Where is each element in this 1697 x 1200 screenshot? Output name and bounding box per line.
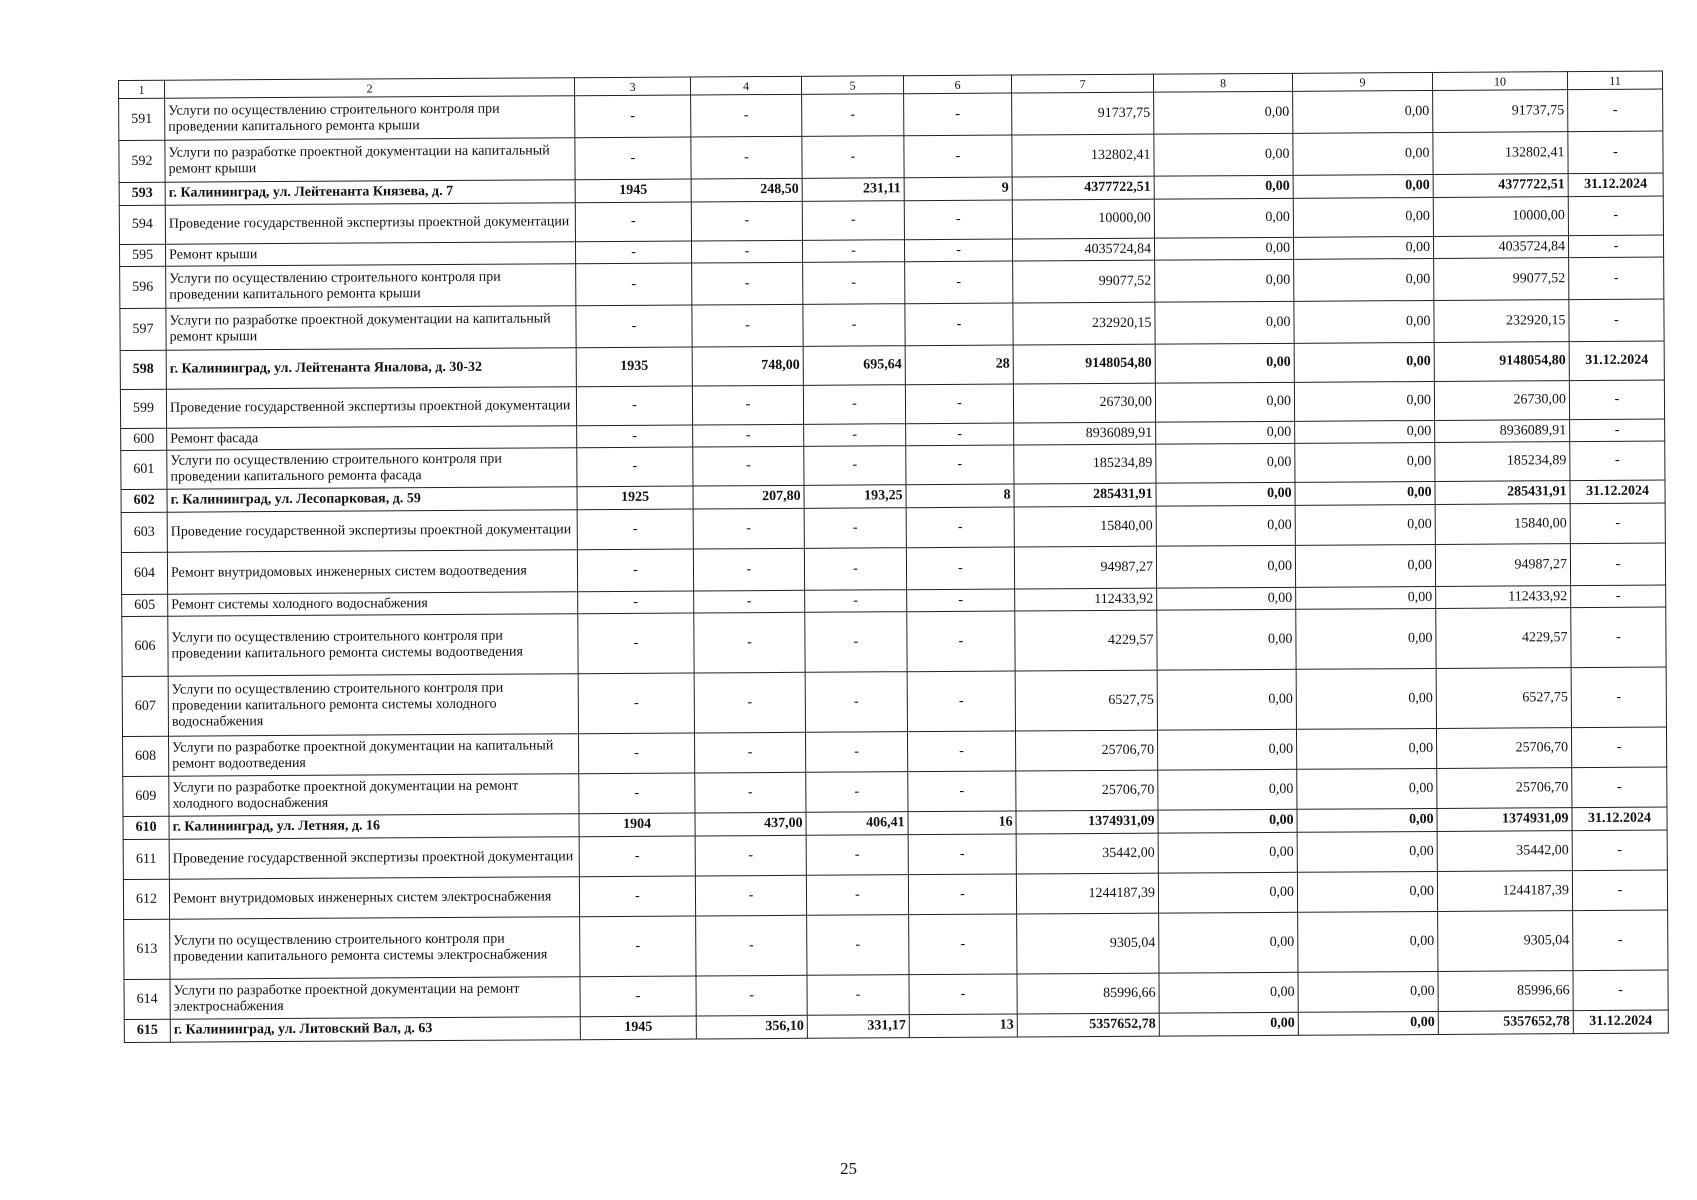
col-6-cell: -	[905, 384, 1013, 424]
col-7-cell: 232920,15	[1013, 302, 1155, 345]
row-description: Ремонт крыши	[166, 242, 576, 267]
col-7-cell: 112433,92	[1015, 588, 1157, 611]
col-7-cell: 9305,04	[1017, 913, 1159, 974]
col-5-cell: 331,17	[807, 1015, 909, 1039]
row-number: 608	[123, 736, 169, 776]
col-4-cell: -	[693, 548, 804, 591]
row-description: г. Калининград, ул. Лейтенанта Яналова, д. 30-32	[166, 348, 576, 390]
col-9-cell: 0,00	[1297, 768, 1437, 809]
col-9-cell: 0,00	[1293, 197, 1433, 237]
col-5-cell: -	[802, 201, 904, 241]
col-11-cell: 31.12.2024	[1570, 480, 1665, 504]
row-description: Услуги по осуществлению строительного контроля при проведении капитального ремонта фасада	[167, 448, 577, 490]
col-5-cell: -	[806, 772, 908, 813]
col-5-cell: -	[805, 732, 907, 773]
col-4-cell: -	[692, 262, 803, 305]
col-8-cell: 0,00	[1154, 198, 1293, 238]
row-number: 602	[121, 489, 167, 512]
col-7-cell: 25706,70	[1016, 770, 1158, 811]
col-6-cell: -	[907, 731, 1015, 772]
col-7-cell: 99077,52	[1013, 260, 1155, 303]
col-5-cell: 193,25	[804, 485, 906, 509]
col-7-cell: 9148054,80	[1013, 344, 1155, 384]
col-4-cell: -	[695, 875, 806, 916]
col-3-cell: -	[577, 425, 693, 448]
col-3-cell: 1935	[576, 347, 692, 387]
row-number: 614	[124, 979, 170, 1019]
col-11-cell: 31.12.2024	[1572, 807, 1667, 831]
col-9-cell: 0,00	[1293, 132, 1433, 175]
col-10-cell: 94987,27	[1435, 544, 1570, 587]
row-number: 612	[123, 879, 169, 919]
row-description: Проведение государственной экспертизы проектной документации	[169, 837, 579, 880]
col-4-cell: -	[692, 385, 803, 425]
col-8-cell: 0,00	[1156, 545, 1295, 588]
row-number: 609	[123, 776, 169, 816]
row-number: 597	[120, 308, 166, 350]
col-3-cell: -	[575, 202, 691, 242]
col-4-cell: -	[694, 590, 805, 613]
col-4-cell: -	[691, 94, 802, 137]
col-4-cell: -	[693, 424, 804, 447]
col-3-cell: -	[575, 95, 691, 138]
row-number: 606	[122, 616, 168, 676]
col-11-cell: -	[1573, 910, 1668, 971]
col-7-cell: 185234,89	[1014, 444, 1156, 484]
col-11-cell: -	[1571, 585, 1666, 608]
col-9-cell: 0,00	[1296, 586, 1436, 609]
col-4-cell: -	[695, 835, 806, 876]
col-7-cell: 15840,00	[1014, 506, 1156, 547]
row-description: Услуги по осуществлению строительного контроля при проведении капитального ремонта системы холодного водоснабжения	[168, 674, 578, 737]
col-3-cell: -	[580, 916, 696, 977]
col-7-cell: 285431,91	[1014, 483, 1156, 507]
row-number: 592	[119, 140, 165, 182]
col-8-cell: 0,00	[1155, 343, 1294, 383]
row-description: г. Калининград, ул. Литовский Вал, д. 63	[170, 1017, 580, 1043]
col-3-cell: -	[578, 673, 694, 734]
col-3-cell: -	[577, 447, 693, 487]
col-11-cell: 31.12.2024	[1573, 1010, 1668, 1034]
col-9-cell: 0,00	[1293, 90, 1433, 133]
col-3-cell: 1904	[579, 813, 695, 837]
col-5-cell: -	[804, 424, 906, 447]
col-9-cell: 0,00	[1294, 342, 1434, 382]
col-9-cell: 0,00	[1297, 831, 1437, 872]
col-4-cell: -	[694, 612, 805, 673]
row-number: 603	[121, 512, 167, 552]
col-5-cell: -	[805, 672, 907, 733]
col-6-cell: -	[907, 589, 1015, 612]
column-number: 6	[903, 75, 1011, 94]
col-7-cell: 4229,57	[1015, 610, 1157, 671]
col-6-cell: -	[907, 671, 1015, 732]
col-6-cell: -	[908, 771, 1016, 812]
col-6-cell: -	[909, 914, 1017, 975]
col-5-cell: -	[804, 446, 906, 486]
col-5-cell: -	[807, 915, 909, 976]
col-11-cell: 31.12.2024	[1568, 173, 1663, 197]
col-3-cell: -	[575, 137, 691, 180]
col-10-cell: 9305,04	[1438, 911, 1573, 972]
col-4-cell: 356,10	[696, 1015, 807, 1039]
col-6-cell: -	[909, 974, 1017, 1015]
col-3-cell: 1945	[575, 179, 691, 203]
col-9-cell: 0,00	[1293, 236, 1433, 259]
row-description: Услуги по разработке проектной документации на ремонт холодного водоснабжения	[169, 774, 579, 817]
col-5-cell: -	[802, 94, 904, 137]
table-row	[122, 667, 1666, 736]
col-4-cell: -	[694, 732, 805, 773]
col-4-cell: -	[693, 508, 804, 549]
col-9-cell: 0,00	[1298, 911, 1438, 972]
row-description: Ремонт внутридомовых инженерных систем электроснабжения	[169, 877, 579, 920]
row-number: 607	[122, 676, 168, 736]
col-11-cell: -	[1568, 89, 1663, 132]
col-10-cell: 25706,70	[1436, 728, 1571, 769]
col-7-cell: 1374931,09	[1016, 810, 1158, 834]
column-number: 4	[690, 76, 801, 95]
col-7-cell: 35442,00	[1016, 833, 1158, 874]
col-7-cell: 26730,00	[1013, 383, 1155, 423]
col-8-cell: 0,00	[1155, 259, 1294, 302]
col-8-cell: 0,00	[1159, 972, 1298, 1013]
col-8-cell: 0,00	[1155, 382, 1294, 422]
col-9-cell: 0,00	[1295, 442, 1435, 482]
col-6-cell: -	[904, 239, 1012, 262]
col-11-cell: -	[1570, 419, 1665, 442]
col-3-cell: -	[577, 549, 693, 592]
col-6-cell: 8	[906, 484, 1014, 508]
col-5-cell: -	[804, 548, 906, 591]
row-description: Услуги по осуществлению строительного контроля при проведении капитального ремонта системы электроснабжения	[170, 917, 580, 980]
col-11-cell: -	[1571, 727, 1666, 768]
works-table	[118, 71, 1669, 1043]
col-6-cell: -	[904, 93, 1012, 136]
col-4-cell: 437,00	[695, 812, 806, 836]
col-11-cell: -	[1570, 543, 1665, 586]
col-3-cell: -	[578, 591, 694, 614]
col-7-cell: 4035724,84	[1012, 238, 1154, 261]
row-number: 613	[124, 919, 170, 979]
col-3-cell: -	[579, 876, 695, 917]
col-10-cell: 9148054,80	[1434, 342, 1569, 382]
col-6-cell: -	[904, 135, 1012, 178]
col-11-cell: -	[1568, 235, 1663, 258]
col-10-cell: 1244187,39	[1437, 871, 1572, 912]
col-4-cell: 248,50	[691, 178, 802, 202]
col-10-cell: 35442,00	[1437, 831, 1572, 872]
col-6-cell: -	[907, 611, 1015, 672]
table-row	[124, 910, 1668, 979]
col-3-cell: -	[579, 733, 695, 774]
col-3-cell: -	[576, 263, 692, 306]
column-number: 5	[801, 76, 903, 95]
col-11-cell: -	[1570, 441, 1665, 481]
col-9-cell: 0,00	[1298, 1011, 1438, 1035]
col-11-cell: -	[1573, 970, 1668, 1011]
col-8-cell: 0,00	[1154, 237, 1293, 260]
col-6-cell: -	[906, 445, 1014, 485]
col-8-cell: 0,00	[1158, 809, 1297, 833]
col-10-cell: 4229,57	[1436, 608, 1571, 669]
row-description: Услуги по разработке проектной документации на капитальный ремонт крыши	[165, 138, 575, 183]
col-10-cell: 4035724,84	[1433, 236, 1568, 259]
col-8-cell: 0,00	[1154, 91, 1293, 134]
col-4-cell: -	[693, 446, 804, 486]
col-6-cell: 28	[905, 345, 1013, 385]
col-4-cell: -	[691, 136, 802, 179]
col-7-cell: 6527,75	[1015, 670, 1157, 731]
column-number: 2	[165, 78, 575, 99]
row-description: Проведение государственной экспертизы проектной документации	[165, 203, 575, 245]
column-number: 10	[1432, 72, 1567, 91]
col-5-cell: -	[806, 835, 908, 876]
col-9-cell: 0,00	[1298, 971, 1438, 1012]
column-number: 8	[1153, 73, 1292, 92]
col-10-cell: 26730,00	[1434, 381, 1569, 421]
col-10-cell: 5357652,78	[1438, 1011, 1573, 1035]
col-8-cell: 0,00	[1154, 133, 1293, 176]
col-11-cell: -	[1569, 299, 1664, 342]
col-7-cell: 25706,70	[1015, 730, 1157, 771]
col-4-cell: 748,00	[692, 346, 803, 386]
col-9-cell: 0,00	[1295, 544, 1435, 587]
col-9-cell: 0,00	[1296, 608, 1436, 669]
col-10-cell: 232920,15	[1434, 300, 1569, 343]
row-description: Проведение государственной экспертизы проектной документации	[167, 510, 577, 553]
column-number: 9	[1292, 72, 1432, 91]
col-10-cell: 15840,00	[1435, 504, 1570, 545]
col-9-cell: 0,00	[1295, 504, 1435, 545]
col-8-cell: 0,00	[1158, 832, 1297, 873]
col-5-cell: 695,64	[803, 346, 905, 386]
col-9-cell: 0,00	[1294, 258, 1434, 301]
col-7-cell: 4377722,51	[1012, 176, 1154, 200]
page-number: 25	[840, 1159, 857, 1178]
row-number: 598	[120, 350, 166, 389]
col-6-cell: -	[908, 874, 1016, 915]
column-number: 3	[574, 77, 690, 96]
col-3-cell: -	[576, 305, 692, 348]
col-10-cell: 85996,66	[1438, 971, 1573, 1012]
col-8-cell: 0,00	[1158, 872, 1297, 913]
col-5-cell: 406,41	[806, 812, 908, 836]
column-number: 7	[1011, 74, 1153, 93]
row-number: 593	[119, 182, 165, 205]
row-number: 611	[123, 839, 169, 879]
row-number: 595	[120, 244, 166, 266]
col-6-cell: 9	[904, 177, 1012, 201]
col-6-cell: 16	[908, 811, 1016, 835]
table-row	[122, 607, 1666, 676]
row-description: Ремонт внутридомовых инженерных систем водоотведения	[167, 550, 577, 595]
col-11-cell: -	[1571, 607, 1666, 668]
row-number: 599	[120, 389, 166, 428]
col-10-cell: 112433,92	[1436, 586, 1571, 609]
col-8-cell: 0,00	[1157, 587, 1296, 610]
row-number: 615	[124, 1019, 170, 1042]
row-description: г. Калининград, ул. Лейтенанта Князева, д. 7	[165, 180, 575, 206]
col-8-cell: 0,00	[1155, 301, 1294, 344]
col-5-cell: -	[805, 590, 907, 613]
row-description: Услуги по разработке проектной документации на капитальный ремонт водоотведения	[169, 734, 579, 777]
col-6-cell: 13	[909, 1014, 1017, 1038]
col-6-cell: -	[904, 200, 1012, 240]
col-7-cell: 85996,66	[1017, 973, 1159, 1014]
col-5-cell: -	[804, 508, 906, 549]
col-10-cell: 99077,52	[1434, 258, 1569, 301]
col-3-cell: 1945	[580, 1016, 696, 1040]
column-number: 1	[119, 80, 165, 98]
col-11-cell: -	[1569, 257, 1664, 300]
col-10-cell: 185234,89	[1435, 442, 1570, 482]
col-8-cell: 0,00	[1159, 1012, 1298, 1036]
col-10-cell: 25706,70	[1437, 768, 1572, 809]
col-8-cell: 0,00	[1157, 729, 1296, 770]
col-11-cell: -	[1570, 503, 1665, 544]
column-number: 11	[1567, 71, 1662, 90]
col-11-cell: -	[1569, 380, 1664, 420]
row-number: 604	[121, 552, 167, 594]
col-8-cell: 0,00	[1157, 669, 1296, 730]
col-3-cell: -	[578, 613, 694, 674]
col-8-cell: 0,00	[1154, 175, 1293, 199]
col-4-cell: -	[696, 915, 807, 976]
col-9-cell: 0,00	[1294, 381, 1434, 421]
col-9-cell: 0,00	[1293, 174, 1433, 198]
col-3-cell: -	[579, 836, 695, 877]
col-11-cell: -	[1568, 196, 1663, 236]
row-description: Проведение государственной экспертизы проектной документации	[166, 387, 576, 429]
col-11-cell: -	[1571, 667, 1666, 728]
col-9-cell: 0,00	[1295, 420, 1435, 443]
col-3-cell: -	[580, 976, 696, 1017]
col-3-cell: -	[576, 386, 692, 426]
col-11-cell: -	[1572, 830, 1667, 871]
col-6-cell: -	[906, 423, 1014, 446]
row-description: г. Калининград, ул. Лесопарковая, д. 59	[167, 487, 577, 513]
col-5-cell: -	[803, 262, 905, 305]
row-description: Услуги по осуществлению строительного контроля при проведении капитального ремонта крыши	[166, 264, 576, 309]
col-10-cell: 4377722,51	[1433, 174, 1568, 198]
col-11-cell: 31.12.2024	[1569, 341, 1664, 381]
col-8-cell: 0,00	[1159, 912, 1298, 973]
col-5-cell: -	[805, 612, 907, 673]
row-number: 610	[123, 816, 169, 839]
col-4-cell: -	[694, 672, 805, 733]
col-5-cell: -	[803, 385, 905, 425]
row-number: 596	[120, 266, 166, 308]
col-7-cell: 1244187,39	[1016, 873, 1158, 914]
col-6-cell: -	[906, 507, 1014, 548]
col-6-cell: -	[905, 261, 1013, 304]
col-4-cell: -	[696, 975, 807, 1016]
col-9-cell: 0,00	[1294, 300, 1434, 343]
row-description: г. Калининград, ул. Летняя, д. 16	[169, 814, 579, 840]
col-10-cell: 132802,41	[1433, 132, 1568, 175]
row-number: 601	[121, 450, 167, 489]
col-11-cell: -	[1572, 870, 1667, 911]
col-4-cell: 207,80	[693, 485, 804, 509]
row-description: Услуги по осуществлению строительного контроля при проведении капитального ремонта крыши	[165, 96, 575, 141]
col-8-cell: 0,00	[1156, 443, 1295, 483]
col-10-cell: 8936089,91	[1435, 420, 1570, 443]
col-3-cell: -	[575, 241, 691, 264]
col-3-cell: -	[579, 773, 695, 814]
col-5-cell: 231,11	[802, 178, 904, 202]
row-number: 591	[119, 98, 165, 140]
col-3-cell: -	[577, 509, 693, 550]
col-11-cell: -	[1568, 131, 1663, 174]
col-8-cell: 0,00	[1157, 609, 1296, 670]
row-description: Услуги по осуществлению строительного контроля при проведении капитального ремонта системы водоотведения	[168, 614, 578, 677]
col-5-cell: -	[802, 136, 904, 179]
row-number: 594	[119, 205, 165, 244]
col-7-cell: 8936089,91	[1014, 422, 1156, 445]
col-9-cell: 0,00	[1297, 808, 1437, 832]
col-9-cell: 0,00	[1297, 871, 1437, 912]
col-3-cell: 1925	[577, 486, 693, 510]
col-10-cell: 1374931,09	[1437, 808, 1572, 832]
col-6-cell: -	[908, 834, 1016, 875]
col-5-cell: -	[807, 975, 909, 1016]
col-8-cell: 0,00	[1156, 505, 1295, 546]
col-4-cell: -	[691, 201, 802, 241]
col-5-cell: -	[806, 875, 908, 916]
col-8-cell: 0,00	[1156, 482, 1295, 506]
col-10-cell: 91737,75	[1433, 90, 1568, 133]
col-7-cell: 5357652,78	[1017, 1013, 1159, 1037]
col-5-cell: -	[802, 240, 904, 263]
col-9-cell: 0,00	[1295, 481, 1435, 505]
row-number: 605	[122, 594, 168, 616]
row-description: Ремонт системы холодного водоснабжения	[168, 592, 578, 617]
row-number: 600	[121, 428, 167, 450]
row-description: Ремонт фасада	[167, 426, 577, 451]
col-11-cell: -	[1572, 767, 1667, 808]
col-6-cell: -	[906, 547, 1014, 590]
col-8-cell: 0,00	[1156, 421, 1295, 444]
col-7-cell: 132802,41	[1012, 134, 1154, 177]
col-10-cell: 6527,75	[1436, 668, 1571, 729]
col-10-cell: 10000,00	[1433, 197, 1568, 237]
row-description: Услуги по разработке проектной документации на ремонт электроснабжения	[170, 977, 580, 1020]
col-5-cell: -	[803, 304, 905, 347]
col-4-cell: -	[691, 240, 802, 263]
col-7-cell: 10000,00	[1012, 199, 1154, 239]
col-9-cell: 0,00	[1296, 668, 1436, 729]
col-8-cell: 0,00	[1158, 769, 1297, 810]
col-7-cell: 91737,75	[1012, 92, 1154, 135]
row-description: Услуги по разработке проектной документации на капитальный ремонт крыши	[166, 306, 576, 351]
col-6-cell: -	[905, 303, 1013, 346]
col-4-cell: -	[692, 304, 803, 347]
col-10-cell: 285431,91	[1435, 481, 1570, 505]
col-4-cell: -	[695, 772, 806, 813]
col-9-cell: 0,00	[1296, 728, 1436, 769]
col-7-cell: 94987,27	[1014, 546, 1156, 589]
